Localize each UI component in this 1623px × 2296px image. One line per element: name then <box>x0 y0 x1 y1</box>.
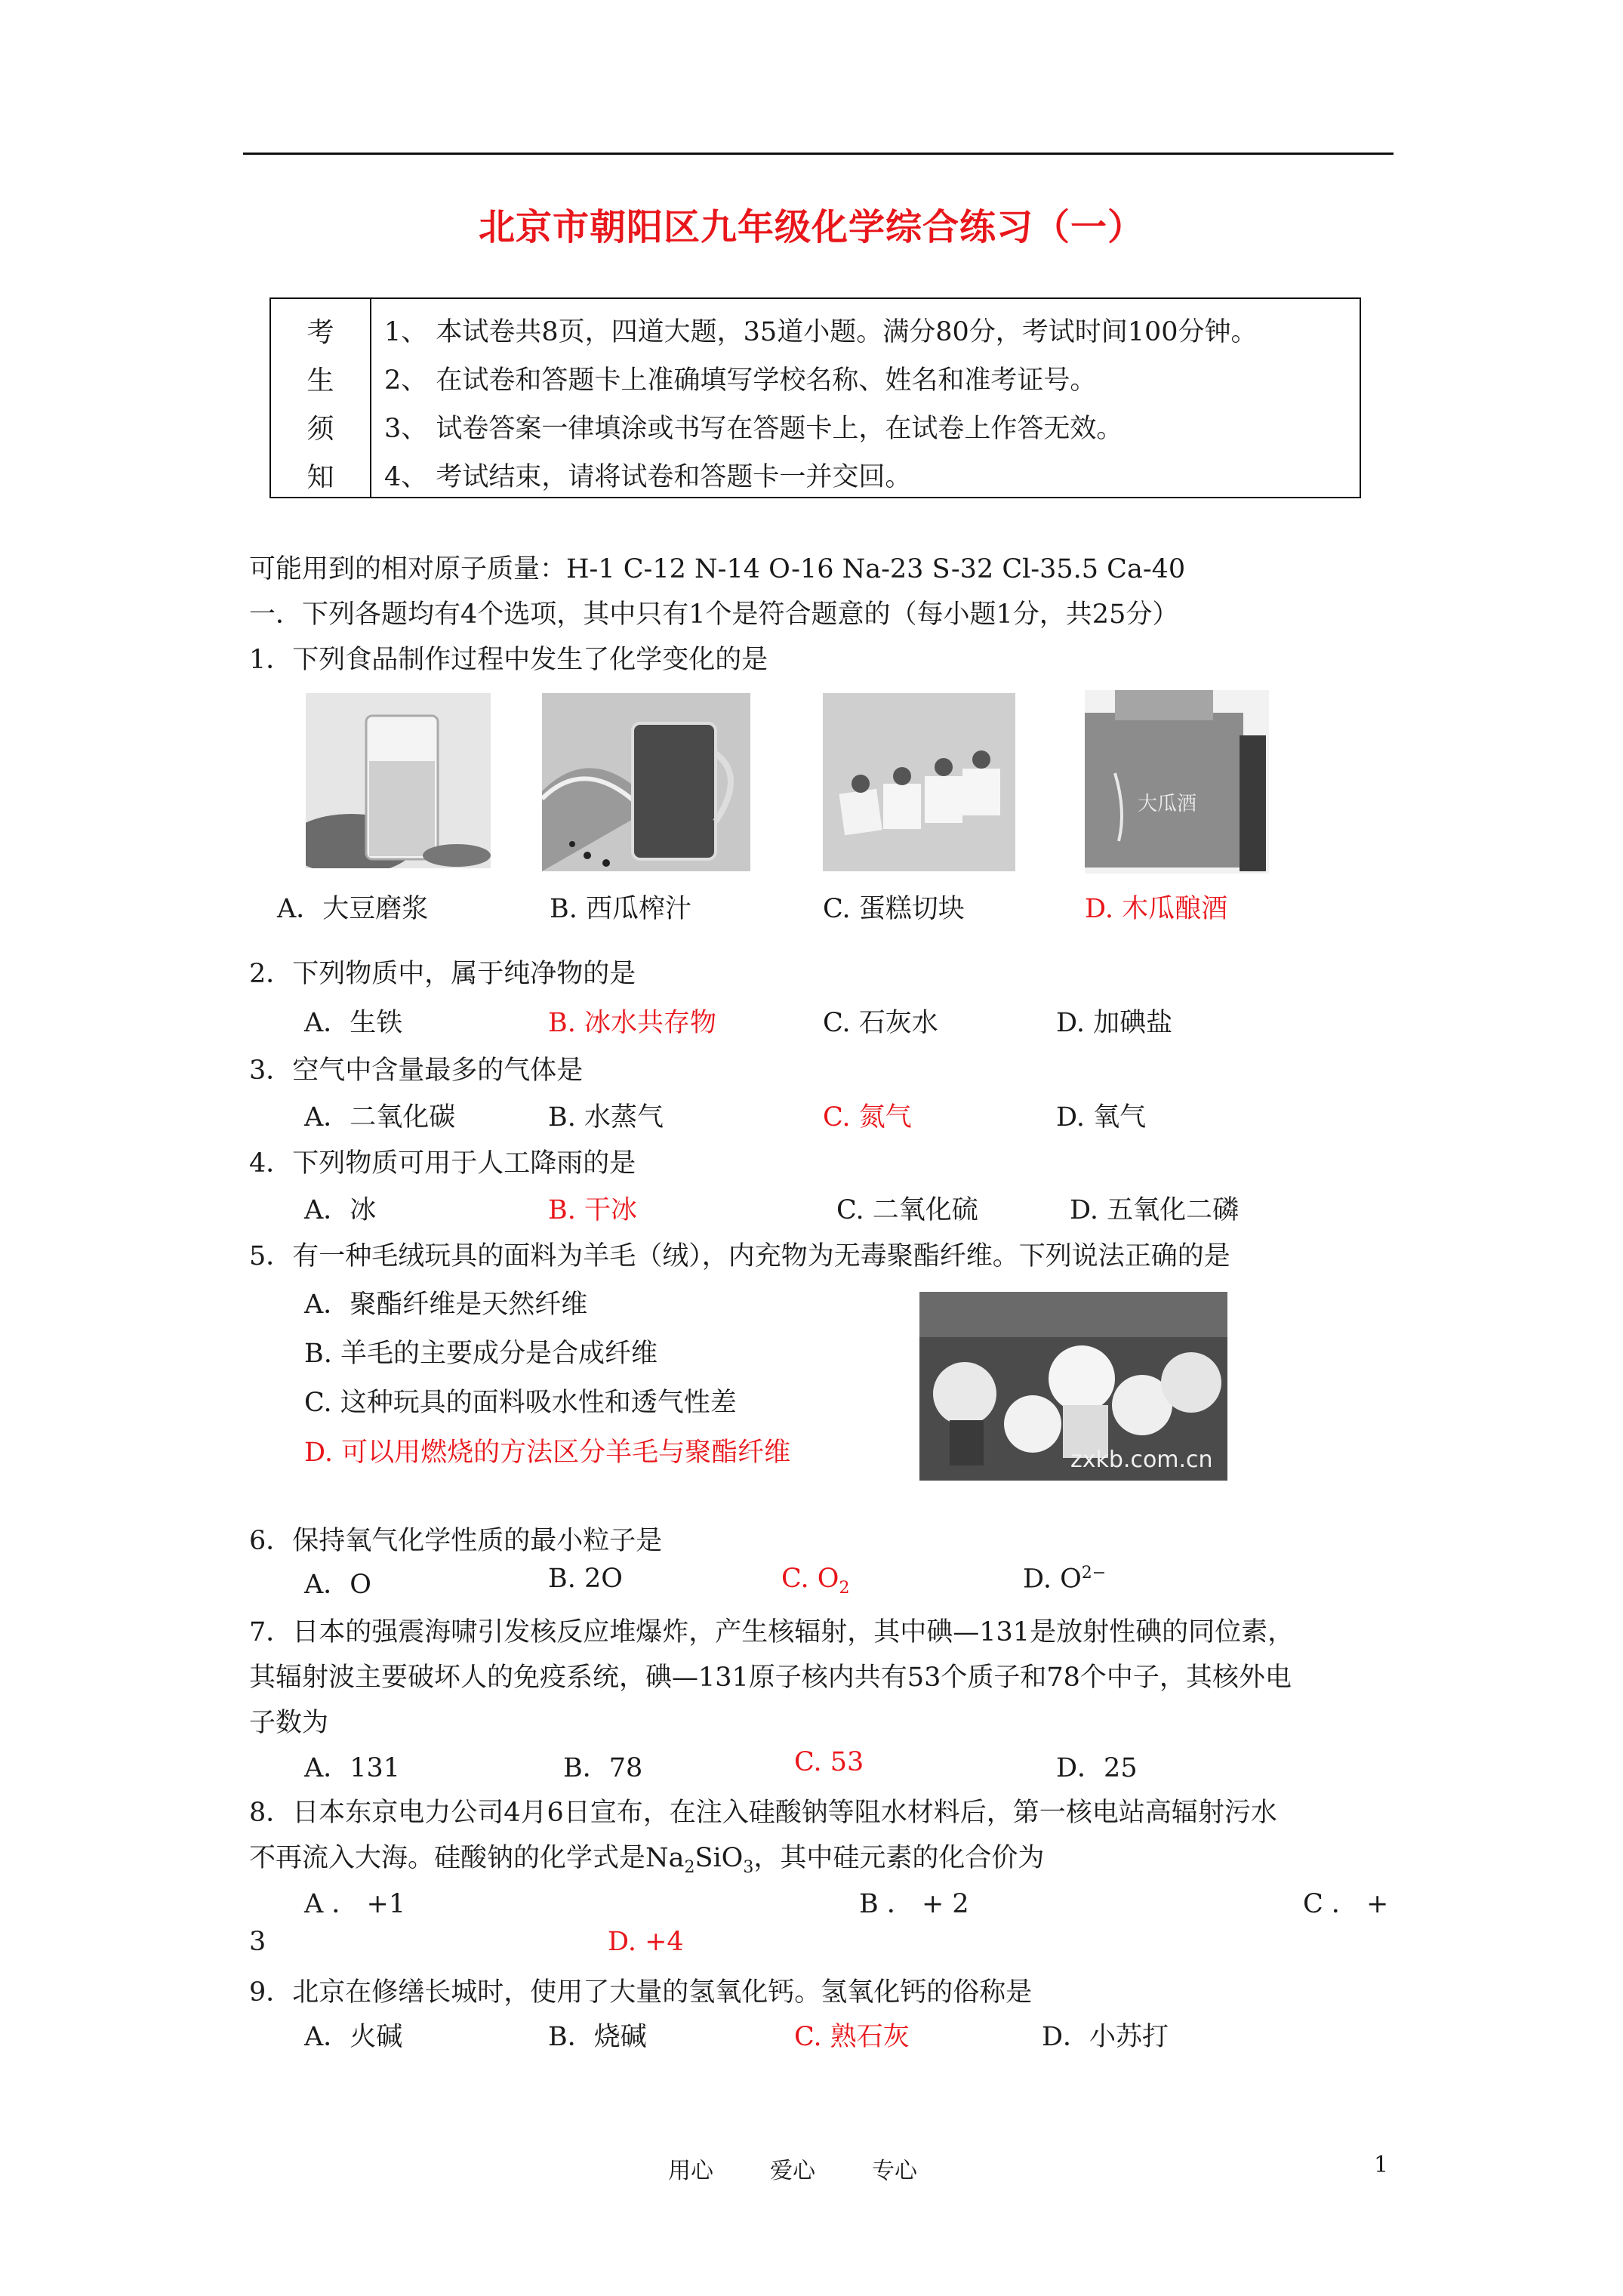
section-header: 一．下列各题均有4个选项，其中只有1个是符合题意的（每小题1分，共25分） <box>249 599 1179 630</box>
q6-option-d <box>1023 1564 1106 1595</box>
q8-option-c-continued: 3 <box>249 1927 266 1957</box>
q9-option-d: D．小苏打 <box>1042 2022 1169 2052</box>
q6-option-d-superscript: 2− <box>1081 1564 1107 1583</box>
question-9-stem: 9．北京在修缮长城时，使用了大量的氢氧化钙。氢氧化钙的俗称是 <box>249 1977 1033 2008</box>
question-6-stem: 6．保持氧气化学性质的最小粒子是 <box>249 1526 663 1556</box>
q2-option-d: D. 加碘盐 <box>1056 1008 1173 1038</box>
q8-text-part: ，其中硅元素的化合价为 <box>753 1843 1045 1873</box>
q6-option-a: A．O <box>304 1570 371 1600</box>
q5-option-c: C. 这种玩具的面料吸水性和透气性差 <box>304 1388 737 1418</box>
notice-label-column <box>271 299 371 497</box>
cake-slices-photo <box>823 693 1015 871</box>
question-2-stem: 2．下列物质中，属于纯净物的是 <box>249 959 636 989</box>
footer-word: 用心 <box>668 2158 713 2184</box>
q7-option-c-answer: C. 53 <box>794 1747 864 1777</box>
notice-label-char: 须 <box>306 414 334 445</box>
q7-option-a: A．131 <box>304 1753 401 1783</box>
question-5-stem: 5．有一种毛绒玩具的面料为羊毛（绒），内充物为无毒聚酯纤维。下列说法正确的是 <box>249 1241 1230 1271</box>
q6-option-c-answer <box>781 1564 849 1598</box>
page-title: 北京市朝阳区九年级化学综合练习（一） <box>478 206 1144 248</box>
question-8-line: 8．日本东京电力公司4月6日宣布，在注入硅酸钠等阻水材料后，第一核电站高辐射污水 <box>249 1798 1277 1828</box>
q5-option-d-answer: D. 可以用燃烧的方法区分羊毛与聚酯纤维 <box>304 1438 791 1468</box>
page-number: 1 <box>1374 2152 1389 2178</box>
question-7-line: 其辐射波主要破坏人的免疫系统，碘—131原子核内共有53个质子和78个中子，其核外电 <box>249 1663 1292 1693</box>
q5-option-a: A．聚酯纤维是天然纤维 <box>304 1290 588 1320</box>
q8-subscript: 2 <box>684 1858 695 1877</box>
q6-option-b: B. 2O <box>548 1564 623 1594</box>
q5-option-b: B. 羊毛的主要成分是合成纤维 <box>304 1339 658 1369</box>
q3-option-b: B. 水蒸气 <box>548 1102 664 1133</box>
q9-option-a: A．火碱 <box>304 2022 403 2052</box>
q2-option-a: A．生铁 <box>304 1008 403 1038</box>
q1-option-c: C. 蛋糕切块 <box>823 894 965 924</box>
photo-watermark: zxkb.com.cn <box>1070 1447 1213 1473</box>
q4-option-b-answer: B. 干冰 <box>548 1195 637 1225</box>
q1-option-b: B. 西瓜榨汁 <box>550 894 691 924</box>
soybean-milk-photo <box>306 693 491 868</box>
notice-label-char: 知 <box>306 462 334 493</box>
q2-option-b-answer: B. 冰水共存物 <box>548 1008 716 1038</box>
q2-option-c: C. 石灰水 <box>823 1008 938 1038</box>
question-1-stem: 1．下列食品制作过程中发生了化学变化的是 <box>249 645 768 675</box>
q6-option-d-text: D. O <box>1023 1564 1082 1595</box>
q8-option-b: B ． + 2 <box>859 1889 969 1919</box>
header-rule <box>243 153 1394 155</box>
notice-item: 4、 考试结束，请将试卷和答题卡一并交回。 <box>384 462 912 492</box>
question-4-stem: 4．下列物质可用于人工降雨的是 <box>249 1148 636 1179</box>
q4-option-c: C. 二氧化硫 <box>836 1195 978 1225</box>
watermelon-juice-photo <box>542 693 750 871</box>
q8-option-c: C ． + <box>1303 1889 1389 1919</box>
question-3-stem: 3．空气中含量最多的气体是 <box>249 1056 584 1086</box>
q3-option-a: A．二氧化碳 <box>304 1102 456 1133</box>
q8-text-part: SiO <box>694 1843 744 1873</box>
q9-option-b: B．烧碱 <box>548 2022 647 2052</box>
footer-word: 爱心 <box>770 2158 815 2184</box>
footer-word: 专心 <box>872 2158 917 2184</box>
question-7-line: 7．日本的强震海啸引发核反应堆爆炸，产生核辐射，其中碘—131是放射性碘的同位素， <box>249 1617 1295 1647</box>
q8-subscript: 3 <box>743 1858 754 1877</box>
q8-option-d-answer: D. +4 <box>608 1927 684 1957</box>
q8-text-part: 不再流入大海。硅酸钠的化学式是Na <box>249 1843 685 1873</box>
notice-item: 1、 本试卷共8页，四道大题，35道小题。满分80分，考试时间100分钟。 <box>384 317 1258 347</box>
q7-option-d: D．25 <box>1056 1753 1138 1783</box>
q4-option-d: D. 五氧化二磷 <box>1070 1195 1240 1225</box>
q3-option-c-answer: C. 氮气 <box>823 1102 912 1133</box>
question-8-line <box>249 1837 1044 1877</box>
q6-option-c-text: C. O <box>781 1564 839 1594</box>
q7-option-b: B．78 <box>563 1753 643 1783</box>
plush-toys-photo <box>919 1292 1227 1481</box>
notice-item: 3、 试卷答案一律填涂或书写在答题卡上，在试卷上作答无效。 <box>384 414 1123 444</box>
q6-option-c-subscript: 2 <box>839 1579 850 1598</box>
q8-option-a: A ． +1 <box>304 1889 406 1919</box>
notice-item: 2、 在试卷和答题卡上准确填写学校名称、姓名和准考证号。 <box>384 365 1097 396</box>
q1-option-d-answer: D. 木瓜酿酒 <box>1085 894 1228 924</box>
q3-option-d: D. 氧气 <box>1056 1102 1147 1133</box>
exam-notice-box <box>269 297 1361 498</box>
papaya-wine-photo <box>1085 690 1269 874</box>
q4-option-a: A．冰 <box>304 1195 377 1225</box>
atomic-masses: 可能用到的相对原子质量：H-1 C-12 N-14 O-16 Na-23 S-32 Cl-35.5 Ca-40 <box>249 554 1186 584</box>
q9-option-c-answer: C. 熟石灰 <box>794 2022 910 2052</box>
papaya-wine-caption: 大瓜酒 <box>1138 793 1197 815</box>
notice-label-char: 生 <box>306 365 334 396</box>
notice-label-char: 考 <box>306 317 334 348</box>
q1-option-a: A．大豆磨浆 <box>277 894 429 924</box>
question-7-line: 子数为 <box>249 1708 329 1738</box>
